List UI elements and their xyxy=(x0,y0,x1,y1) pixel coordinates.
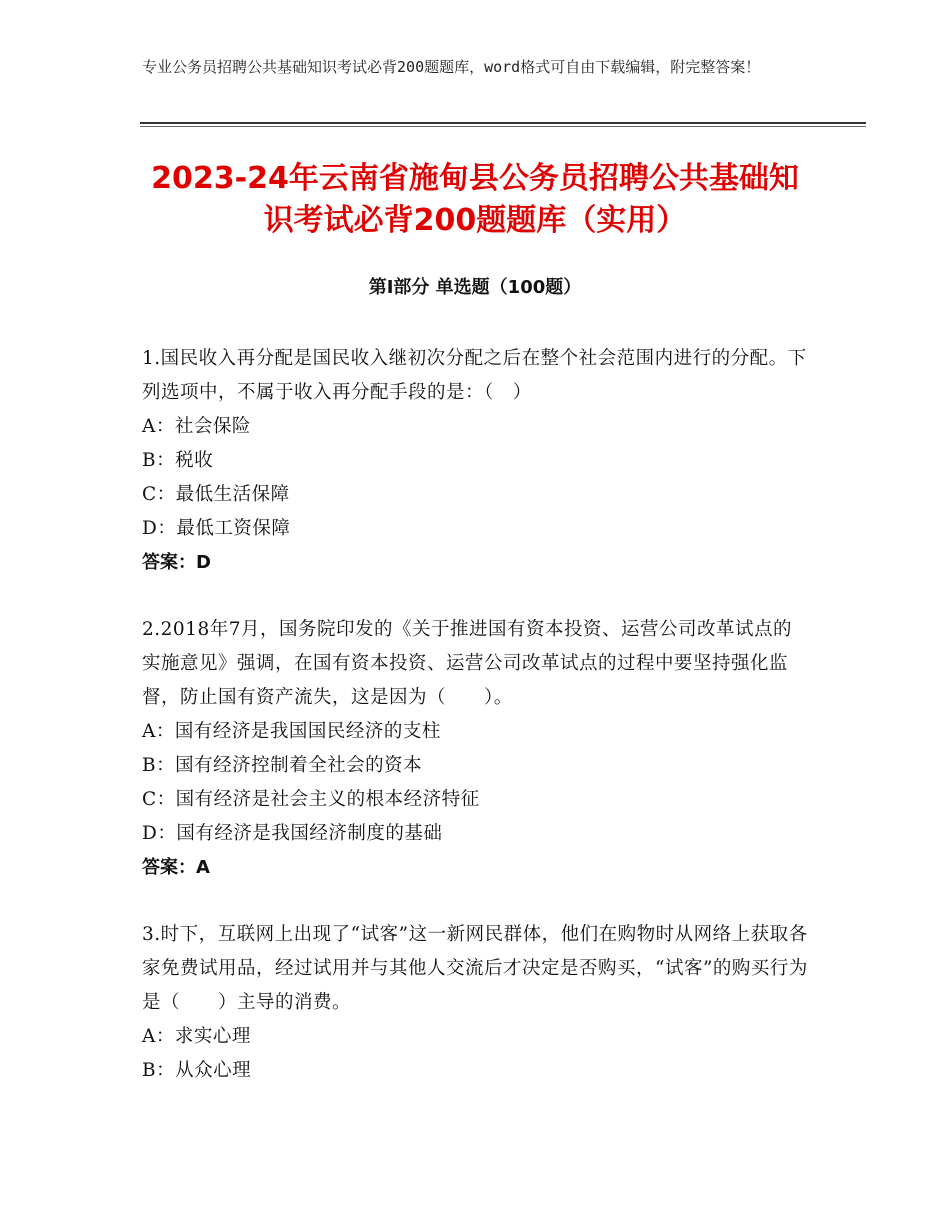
option-b: B：税收 xyxy=(142,450,214,471)
option-d: D：最低工资保障 xyxy=(142,518,291,539)
option-b: B：从众心理 xyxy=(142,1060,252,1081)
question-1 xyxy=(142,342,810,580)
question-2 xyxy=(142,613,810,885)
question-stem: 3.时下，互联网上出现了“试客”这一新网民群体，他们在购物时从网络上获取各家免费试用品，经过试用并与其他人交流后才决定是否购买，“试客”的购买行为是（ ）主导的消费。 xyxy=(142,924,808,1013)
option-c: C：最低生活保障 xyxy=(142,484,290,505)
question-list xyxy=(142,342,810,1121)
option-b: B：国有经济控制着全社会的资本 xyxy=(142,755,423,776)
header-divider-thin xyxy=(140,126,866,127)
option-a: A：国有经济是我国国民经济的支柱 xyxy=(142,721,441,742)
answer-line: 答案：D xyxy=(142,552,211,573)
option-c: C：国有经济是社会主义的根本经济特征 xyxy=(142,789,480,810)
section-title: 第Ⅰ部分 单选题（100题） xyxy=(368,277,582,298)
option-a: A：社会保险 xyxy=(142,416,251,437)
header-divider-thick xyxy=(140,122,866,124)
question-3 xyxy=(142,918,810,1088)
answer-line: 答案：A xyxy=(142,857,210,878)
question-stem: 1.国民收入再分配是国民收入继初次分配之后在整个社会范围内进行的分配。下列选项中，不属于收入再分配手段的是：（ ） xyxy=(142,348,807,403)
header-note: 专业公务员招聘公共基础知识考试必背200题题库，word格式可自由下载编辑，附完整答案！ xyxy=(142,58,761,76)
option-a: A：求实心理 xyxy=(142,1026,251,1047)
question-stem: 2.2018年7月，国务院印发的《关于推进国有资本投资、运营公司改革试点的实施意见》强调，在国有资本投资、运营公司改革试点的过程中要坚持强化监督，防止国有资产流失，这是因为（ ）。 xyxy=(142,619,793,708)
option-d: D：国有经济是我国经济制度的基础 xyxy=(142,823,443,844)
document-title: 2023-24年云南省施甸县公务员招聘公共基础知识考试必背200题题库（实用） xyxy=(151,161,799,238)
